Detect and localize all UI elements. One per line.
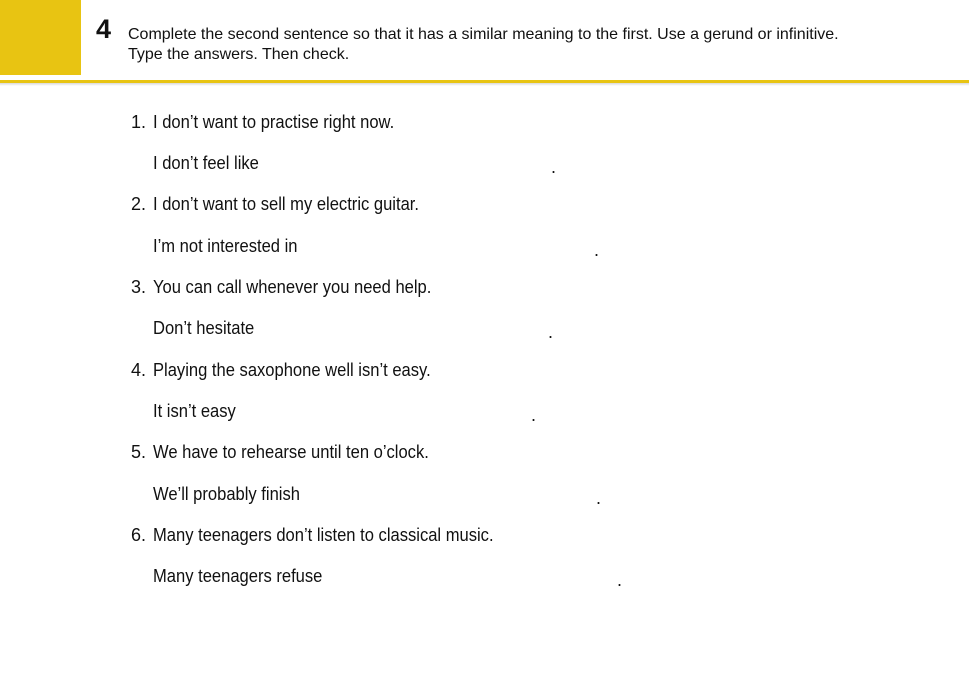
exercise-number: 4: [96, 14, 112, 44]
item-number: 5.: [131, 442, 147, 462]
answer-input-1[interactable]: [264, 150, 556, 176]
answer-input-5[interactable]: [308, 481, 602, 507]
item-number: 1.: [131, 112, 147, 132]
item-prompt: I don’t feel like: [153, 153, 259, 173]
item-original-sentence: Playing the saxophone well isn’t easy.: [153, 360, 431, 380]
item-prompt: We’ll probably finish: [153, 484, 300, 504]
item-number: 2.: [131, 194, 147, 214]
answer-input-6[interactable]: [330, 563, 622, 589]
sentence-end-period: .: [594, 240, 600, 260]
sentence-end-period: .: [531, 405, 537, 425]
answer-input-2[interactable]: [306, 233, 600, 259]
sentence-end-period: .: [551, 157, 557, 177]
sentence-end-period: .: [617, 570, 623, 590]
item-prompt: It isn’t easy: [153, 401, 236, 421]
answer-input-4[interactable]: [242, 398, 536, 424]
item-original-sentence: I don’t want to sell my electric guitar.: [153, 194, 419, 214]
item-prompt: I’m not interested in: [153, 236, 298, 256]
item-original-sentence: I don’t want to practise right now.: [153, 112, 395, 132]
item-number: 6.: [131, 525, 147, 545]
item-prompt: Don’t hesitate: [153, 318, 255, 338]
sentence-end-period: .: [596, 488, 602, 508]
item-prompt: Many teenagers refuse: [153, 566, 323, 586]
item-number: 4.: [131, 360, 147, 380]
item-original-sentence: We have to rehearse until ten o’clock.: [153, 442, 429, 462]
item-original-sentence: You can call whenever you need help.: [153, 277, 432, 297]
item-number: 3.: [131, 277, 147, 297]
instruction-line-2: Type the answers. Then check.: [128, 46, 350, 63]
answer-input-3[interactable]: [260, 315, 554, 341]
sentence-end-period: .: [548, 322, 554, 342]
item-original-sentence: Many teenagers don’t listen to classical music.: [153, 525, 494, 545]
instruction-line-1: Complete the second sentence so that it has a similar meaning to the first. Use a gerund or infinitive.: [128, 26, 839, 43]
